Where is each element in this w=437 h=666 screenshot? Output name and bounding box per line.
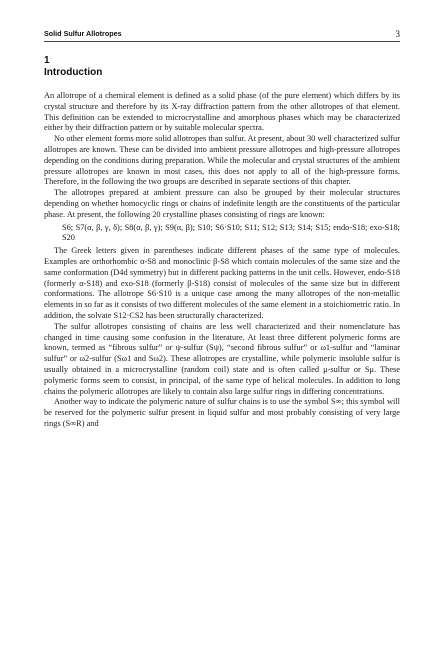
chapter-title: Introduction — [44, 67, 103, 78]
running-head-title: Solid Sulfur Allotropes — [44, 29, 122, 38]
page-number: 3 — [395, 29, 400, 39]
paragraph: Another way to indicate the polymeric nature of sulfur chains is to use the symbol S∞; this symbol will be reserved for the polymeric sulfur present in liquid sulfur and most probably consisting of very large rings (S∞R) and — [44, 397, 400, 428]
header-rule — [44, 41, 400, 42]
chapter-number: 1 — [44, 55, 50, 66]
body-text — [44, 91, 400, 430]
paragraph: An allotrope of a chemical element is defined as a solid phase (of the pure element) which differs by its crystal structure and therefore by its X-ray diffraction pattern from the other allotropes of that element. This definition can be extended to microcrystalline and amorphous phases which may be characterized either by their diffraction pattern or by suitable molecular spectra. — [44, 91, 400, 133]
allotrope-list: S6; S7(α, β, γ, δ); S8(α, β, γ); S9(α, β); S10; S6·S10; S11; S12; S13; S14; S15; endo-S18; exo-S18; S20 — [62, 222, 400, 243]
paragraph: The allotropes prepared at ambient pressure can also be grouped by their molecular structures depending on whether homocyclic rings or chains of indefinite length are the constituents of the particular phase. At present, the following 20 crystalline phases consisting of rings are known: — [44, 188, 400, 219]
paragraph: The sulfur allotropes consisting of chains are less well characterized and their nomenclature has changed in time causing some confusion in the literature. At least three different polymeric forms are known, termed as “fibrous sulfur” or ψ-sulfur (Sψ), “second fibrous sulfur” or ω1-sulfur and “laminar sulfur” or ω2-sulfur (Sω1 and Sω2). These allotropes are crystalline, while polymeric insoluble sulfur is usually obtained in a microcrystalline (random coil) state and is often called μ-sulfur or Sμ. These polymeric forms seem to consist, in principal, of the same type of helical molecules. In addition to long chains the polymeric allotropes are likely to contain also large sulfur rings in differing concentrations. — [44, 321, 400, 396]
paragraph: No other element forms more solid allotropes than sulfur. At present, about 30 well characterized sulfur allotropes are known. These can be divided into ambient pressure allotropes and high-pressure allotropes depending on the conditions during preparation. While the molecular and crystal structures of the ambient pressure allotropes are known in most cases, this does not apply to all of the high-pressure forms. Therefore, in the following the two groups are described in separate sections of this chapter. — [44, 134, 400, 187]
paragraph: The Greek letters given in parentheses indicate different phases of the same type of molecules. Examples are orthorhombic α-S8 and monoclinic β-S8 which contain molecules of the same size and the same conformation (D4d symmetry) but in different packing patterns in the unit cells. However, endo-S18 (formerly α-S18) and exo-S18 (formerly β-S18) consist of molecules of the same size but in different conformations. The allotrope S6·S10 is a unique case among the many allotropes of the non-metallic elements in so far as it consists of two different molecules of the same element in a stoichiometric ratio. In addition, the solvate S12·CS2 has been structurally characterized. — [44, 246, 400, 320]
